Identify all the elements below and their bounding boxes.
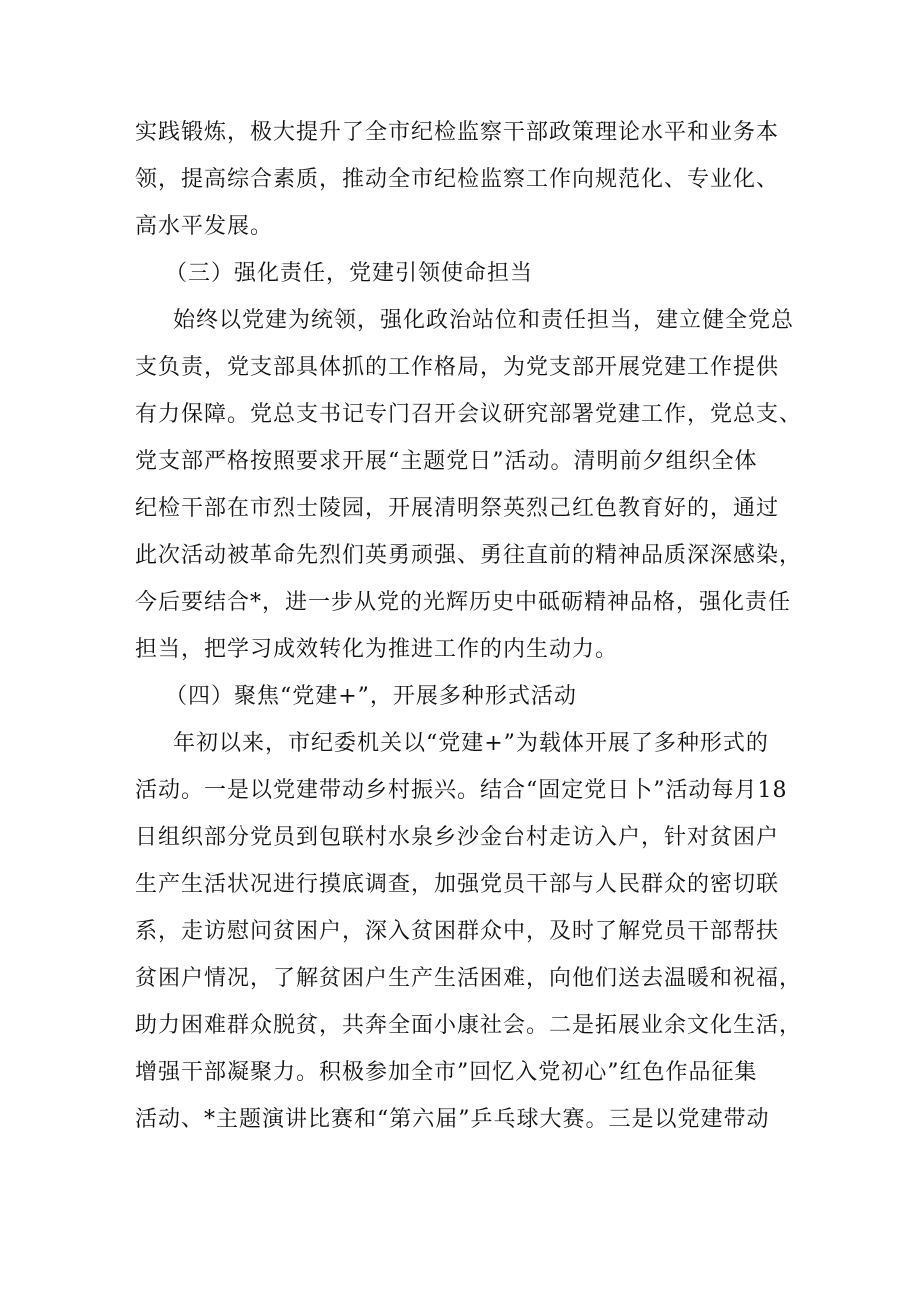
section-three-heading: （三）强化责任，党建引领使命担当 <box>165 261 534 286</box>
paragraph-line: 担当，把学习成效转化为推进工作的内生动力。 <box>135 637 619 662</box>
paragraph-line: 领，提高综合素质，推动全市纪检监察工作向规范化、专业化、 <box>135 167 780 192</box>
section-four-heading: （四）聚焦“党建+”，开展多种形式活动 <box>165 684 577 709</box>
paragraph-line: 此次活动被革命先烈们英勇顽强、勇往直前的精神品质深深感染， <box>135 543 803 568</box>
paragraph-line: 党支部严格按照要求开展“主题党日”活动。清明前夕组织全体 <box>135 449 758 474</box>
paragraph-line: 年初以来，市纪委机关以“党建+”为载体开展了多种形式的 <box>173 731 769 756</box>
paragraph-line: 实践锻炼，极大提升了全市纪检监察干部政策理论水平和业务本 <box>135 120 780 145</box>
paragraph-line: 活动。一是以党建带动乡村振兴。结合“固定党日卜”活动每月18 <box>135 778 788 803</box>
paragraph-line: 系，走访慰问贫困户，深入贫困群众中，及时了解党员干部帮扶 <box>135 919 780 944</box>
paragraph-line: 生产生活状况进行摸底调查，加强党员干部与人民群众的密切联 <box>135 872 780 897</box>
paragraph-line: 助力困难群众脱贫，共奔全面小康社会。二是拓展业余文化生活， <box>135 1013 803 1038</box>
paragraph-line: 今后要结合*，进一步从党的光辉历史中砥砺精神品格，强化责任 <box>135 590 792 615</box>
paragraph-line: 活动、*主题演讲比赛和“第六届”乒乓球大赛。三是以党建带动 <box>135 1107 770 1132</box>
paragraph-line: 有力保障。党总支书记专门召开会议研究部署党建工作，党总支、 <box>135 402 803 427</box>
paragraph-line: 纪检干部在市烈士陵园，开展清明祭英烈己红色教育好的，通过 <box>135 496 780 521</box>
paragraph-line: 高水平发展。 <box>135 214 274 239</box>
paragraph-line: 贫困户情况，了解贫困户生产生活困难，向他们送去温暖和祝福， <box>135 966 803 991</box>
paragraph-line: 增强干部凝聚力。积极参加全市”回忆入党初心”红色作品征集 <box>135 1060 758 1085</box>
paragraph-line: 支负责，党支部具体抓的工作格局，为党支部开展党建工作提供 <box>135 355 780 380</box>
paragraph-line: 日组织部分党员到包联村水泉乡沙金台村走访入户，针对贫困户 <box>135 825 780 850</box>
paragraph-line: 始终以党建为统领，强化政治站位和责任担当，建立健全党总 <box>173 308 795 333</box>
